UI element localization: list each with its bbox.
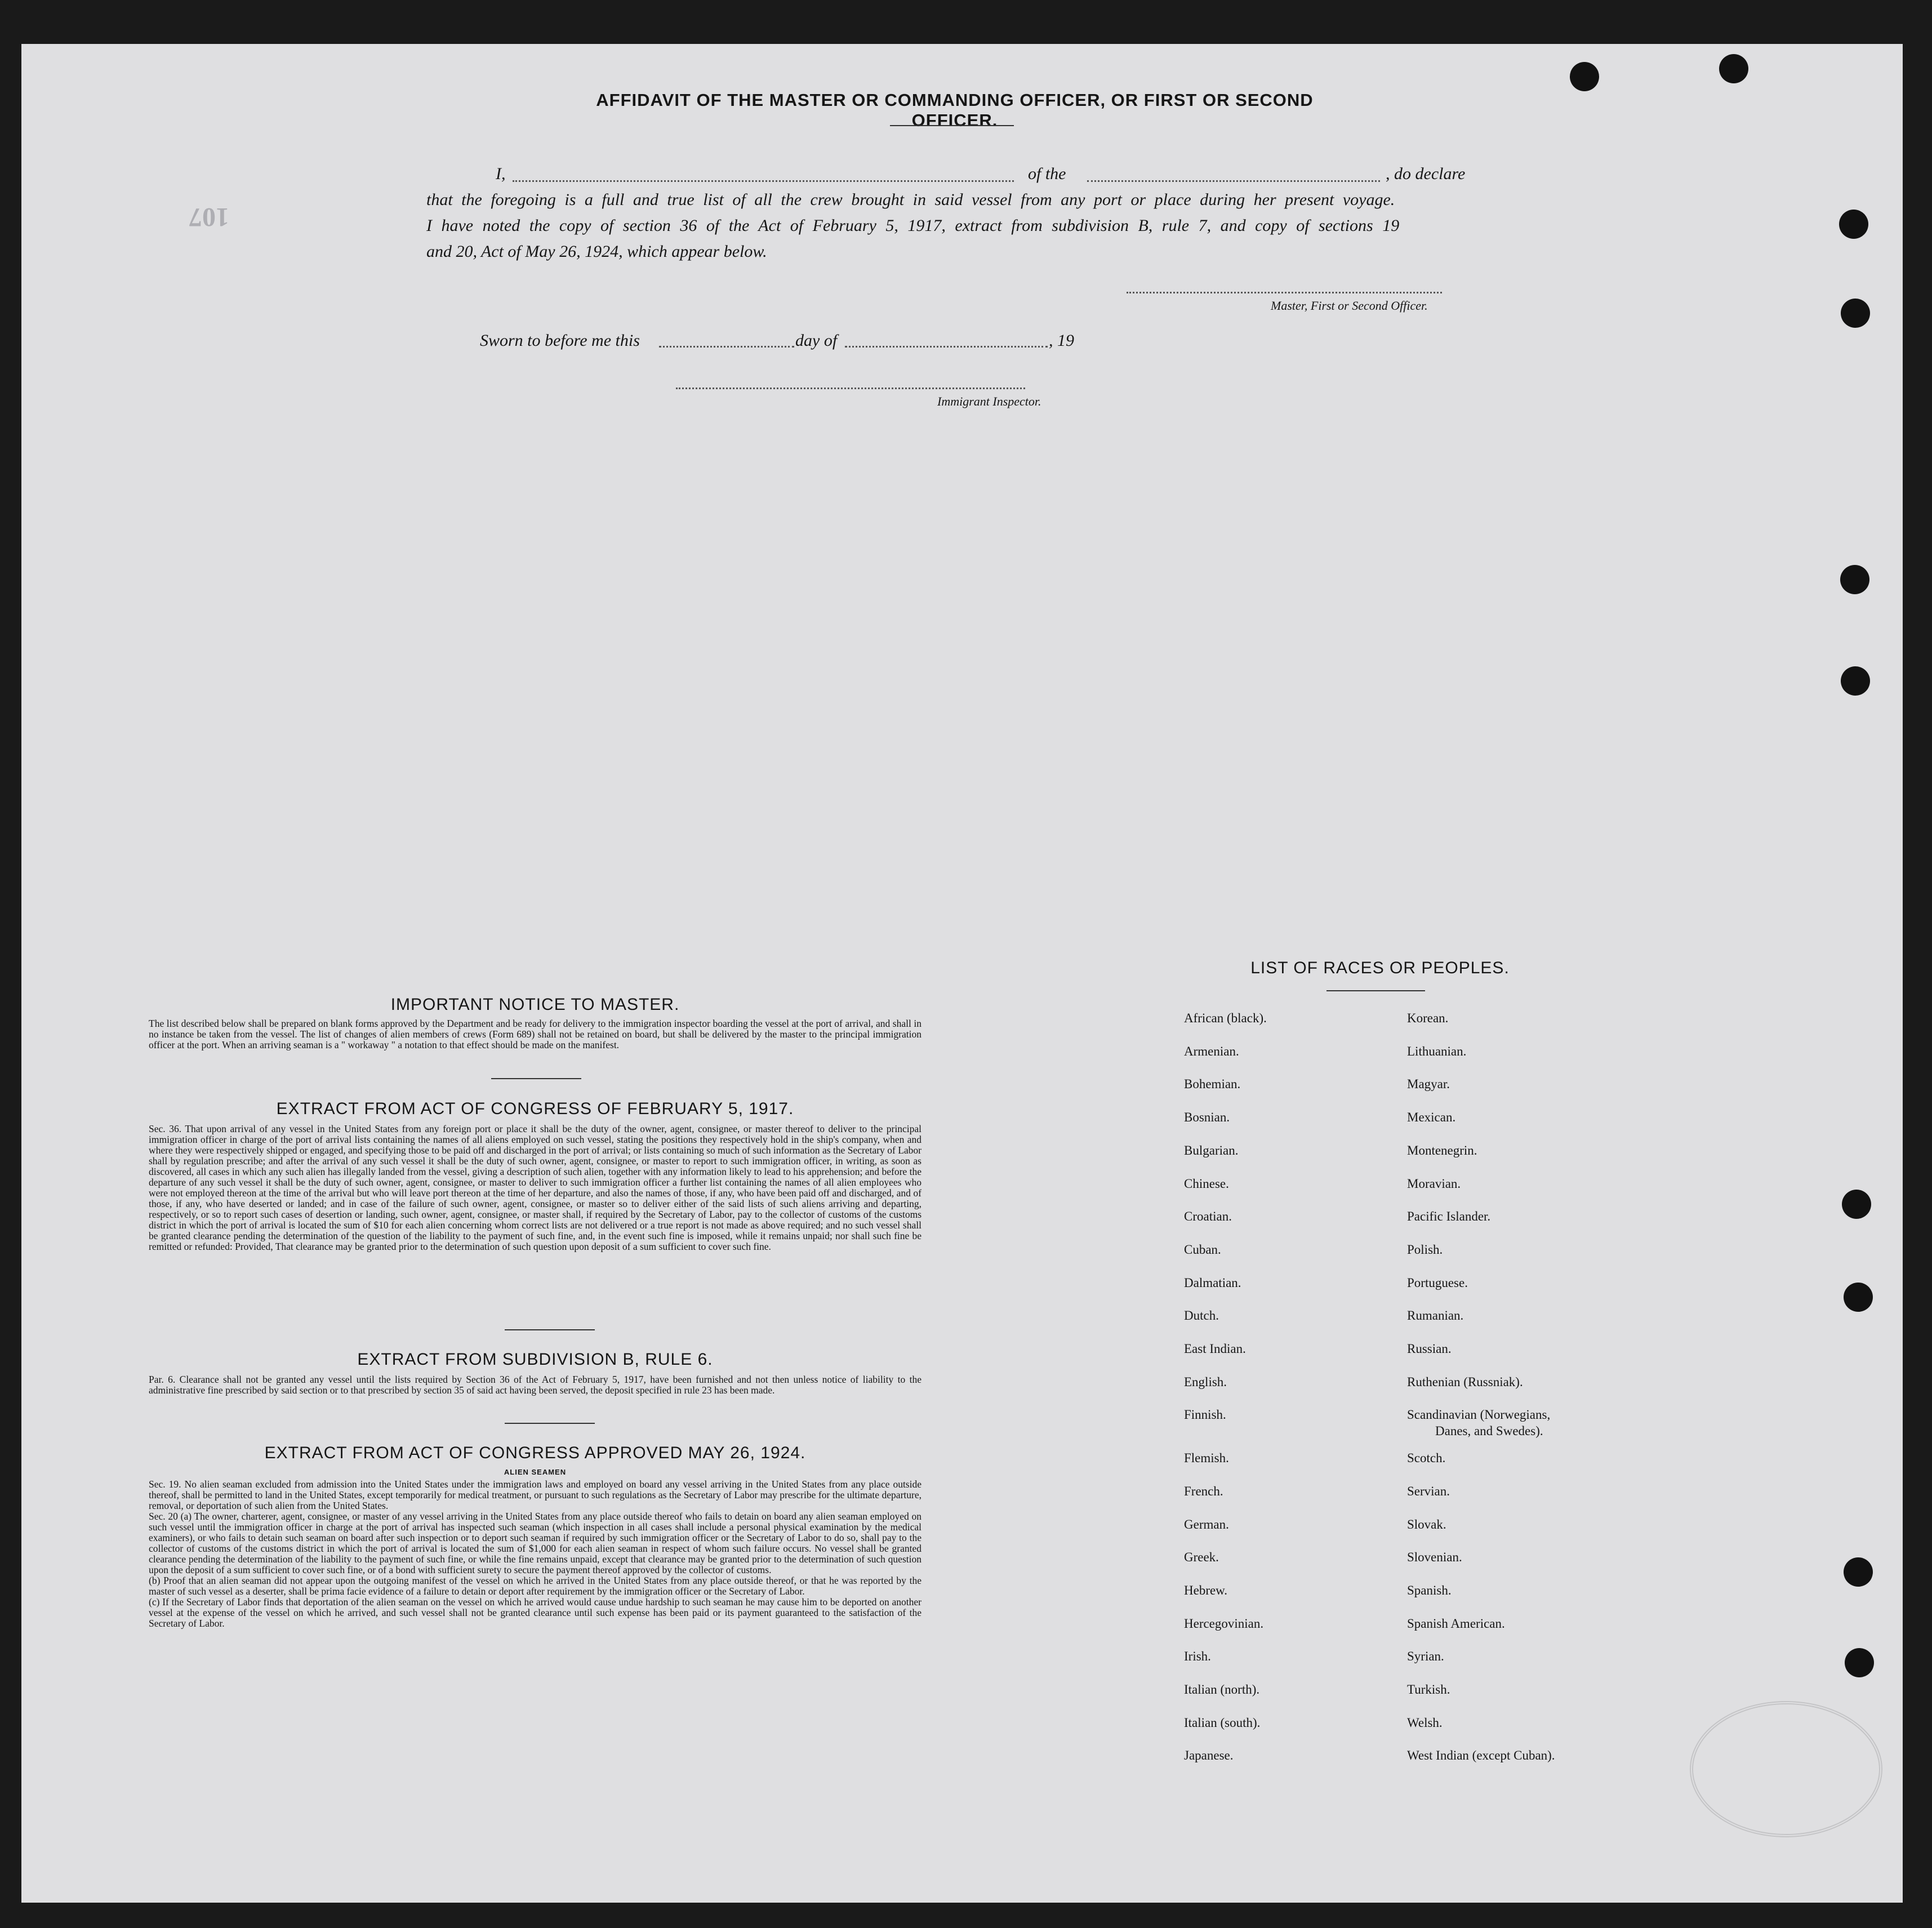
punch-hole [1844, 1283, 1873, 1312]
right-race-item: Syrian. [1407, 1649, 1444, 1663]
left-race-item: Dutch. [1184, 1308, 1219, 1323]
left-race-item: Bohemian. [1184, 1077, 1241, 1091]
affidavit-line-2: that the foregoing is a full and true list of all the crew brought in said vessel from any port or place during her present voyage. [426, 190, 1395, 209]
affidavit-of-the: of the [1028, 164, 1066, 183]
punch-hole [1845, 1648, 1874, 1677]
right-race-item: Scandinavian (Norwegians, [1407, 1408, 1551, 1422]
left-race-item: Armenian. [1184, 1044, 1239, 1058]
extract-rule6-title: EXTRACT FROM SUBDIVISION B, RULE 6. [357, 1350, 713, 1369]
master-label: Master, First or Second Officer. [1271, 299, 1428, 313]
punch-hole [1844, 1557, 1873, 1587]
punch-hole [1841, 299, 1870, 328]
punch-hole [1841, 666, 1870, 696]
right-race-item: Slovenian. [1407, 1550, 1462, 1564]
right-race-item: Scotch. [1407, 1451, 1446, 1465]
affidavit-line-4: and 20, Act of May 26, 1924, which appear below. [426, 242, 767, 261]
sec-20a-text: Sec. 20 (a) The owner, charterer, agent, consignee, or master of any vessel arriving in the United States from any place outside thereof who fails to detain on board any alien seaman employed on such vessel until the immigration officer in charge at the port of arrival has inspected such seaman (which inspection in all cases shall include a personal physical examination by the medical examiners), or who fails to detain such seaman on board after such inspection or to deport such seaman if required by such immigration officer or the Secretary of Labor to do so, shall pay to the collector of customs of the customs district in which the port of arrival is located the sum of $1,000 for each alien seaman in respect of whom such failure occurs. No vessel shall be granted clearance pending the determination of the liability to the payment of such fine, or while the fine remains unpaid, except that clearance may be granted prior to the determination of such question upon the deposit of a sum sufficient to cover such fine, or of a bond with sufficient surety to secure the payment thereof approved by the collector of customs. [149, 1511, 922, 1575]
sec-20b-text: (b) Proof that an alien seaman did not appear upon the outgoing manifest of the vessel on which he arrived in the United States from any place outside thereof, or that he was reported by the master of such vessel as a deserter, shall be prima facie evidence of a failure to detain or deport after requirement by the immigration officer or the Secretary of Labor. [149, 1575, 922, 1597]
races-title: LIST OF RACES OR PEOPLES. [1250, 959, 1510, 977]
left-race-item: Bosnian. [1184, 1110, 1230, 1124]
day-of-text: day of [795, 331, 838, 350]
left-race-item: French. [1184, 1484, 1223, 1498]
left-race-item: Bulgarian. [1184, 1143, 1239, 1157]
right-race-item: Russian. [1407, 1342, 1452, 1356]
affidavit-title: AFFIDAVIT OF THE MASTER OR COMMANDING OFFICER, OR FIRST OR SECOND OFFICER. [596, 90, 1314, 130]
right-race-item: Ruthenian (Russniak). [1407, 1375, 1523, 1389]
sworn-text: Sworn to before me this [480, 331, 640, 350]
punch-hole [1719, 54, 1748, 83]
right-race-item: Mexican. [1407, 1110, 1456, 1124]
left-race-item: Japanese. [1184, 1748, 1234, 1762]
faint-seal-stamp [1690, 1701, 1882, 1837]
left-race-item: Chinese. [1184, 1177, 1229, 1191]
left-race-item: Greek. [1184, 1550, 1219, 1564]
extract-1917-title: EXTRACT FROM ACT OF CONGRESS OF FEBRUARY 5, 1917. [276, 1099, 794, 1118]
extract-1917-body: Sec. 36. That upon arrival of any vessel in the United States from any foreign port or place it shall be the duty of the owner, agent, consignee, or master thereof to deliver to the principal immigration officer in charge of the port of arrival lists containing the names of all aliens employed on such vessel, stating the positions they respectively hold in the ship's company, when and where they were respectively shipped or engaged, and specifying those to be paid off and discharged in the port of arrival; or lists containing so much of such information as the Secretary of Labor shall by regulation prescribe; and after the arrival of any such vessel it shall be the duty of such owner, agent, consignee, or master to report to such immigration officer, in writing, as soon as discovered, all cases in which any such alien has illegally landed from the vessel, giving a description of such alien, together with any information likely to lead to his apprehension; and before the departure of any such vessel it shall be the duty of such owner, agent, consignee, or master to deliver to such immigration officer a further list containing the names of all alien employees who were not employed thereon at the time of the arrival but who will leave port thereon at the time of her departure, and also the names of those, if any, who have been paid off and discharged, and of those, if any, who have deserted or landed; and in case of the failure of such owner, agent, consignee, or master so to deliver either of the said lists of such aliens arriving and departing, respectively, or so to report such cases of desertion or landing, such owner, agent, consignee, or master shall, if required by the Secretary of Labor, pay to the collector of customs of the customs district in which the port of arrival is located the sum of $10 for each alien concerning whom correct lists are not delivered or a true report is not made as above required; and no such vessel shall be granted clearance pending the determination of the question of the liability to the payment of such fine, and, in the event such fine is imposed, while it remains unpaid; nor shall such fine be remitted or refunded: Provided, That clearance may be granted prior to the determination of such question upon deposit of a sum sufficient to cover such fine. [149, 1124, 922, 1252]
inspector-signature-line [676, 388, 1025, 389]
right-race-item: Moravian. [1407, 1177, 1461, 1191]
affidavit-line-3: I have noted the copy of section 36 of the Act of February 5, 1917, extract from subdivision B, rule 7, and copy of sections 19 [426, 216, 1400, 235]
master-signature-line [1127, 292, 1442, 293]
alien-seamen-subtitle: ALIEN SEAMEN [504, 1468, 567, 1476]
left-race-item: East Indian. [1184, 1342, 1246, 1356]
month-fill-line [845, 346, 1048, 348]
right-race-item: Welsh. [1407, 1716, 1443, 1730]
year-text: , 19 [1049, 331, 1074, 350]
right-race-item: Spanish American. [1407, 1617, 1505, 1631]
right-race-item: Lithuanian. [1407, 1044, 1467, 1058]
right-race-item: West Indian (except Cuban). [1407, 1748, 1555, 1762]
right-race-item: Turkish. [1407, 1682, 1450, 1697]
right-race-item: Rumanian. [1407, 1308, 1464, 1323]
left-race-item: Flemish. [1184, 1451, 1229, 1465]
notice-title: IMPORTANT NOTICE TO MASTER. [390, 995, 680, 1014]
scandinavian-continuation: Danes, and Swedes). [1435, 1424, 1543, 1438]
title-underline [890, 125, 1014, 126]
extract-1924-title: EXTRACT FROM ACT OF CONGRESS APPROVED MAY 26, 1924. [264, 1444, 806, 1462]
left-race-item: Italian (south). [1184, 1716, 1261, 1730]
left-race-item: Finnish. [1184, 1408, 1226, 1422]
faint-page-number: 107 [189, 202, 229, 232]
punch-hole [1842, 1190, 1871, 1219]
left-race-item: African (black). [1184, 1011, 1267, 1025]
right-race-item: Polish. [1407, 1243, 1443, 1257]
right-race-item: Korean. [1407, 1011, 1449, 1025]
right-race-item: Montenegrin. [1407, 1143, 1477, 1157]
extract-rule6-rule [505, 1423, 595, 1424]
extract-rule6-body: Par. 6. Clearance shall not be granted any vessel until the lists required by Section 36 of the Act of February 5, 1917, have been furnished and not then unless notice of liability to the administrative fine prescribed by said section or to that prescribed by section 35 of said act having been served, the deposit specified in rule 23 has been made. [149, 1374, 922, 1396]
day-fill-line [659, 346, 794, 348]
left-race-item: Dalmatian. [1184, 1276, 1241, 1290]
notice-body: The list described below shall be prepared on blank forms approved by the Department and be ready for delivery to the immigration inspector boarding the vessel at the port of arrival, and shall in no instance be taken from the vessel. The list of changes of alien members of crews (Form 689) shall not be retained on board, but shall be delivered by the master to the principal immigration officer at the port. When an arriving seaman is a " workaway " a notation to that effect should be made on the manifest. [149, 1018, 922, 1050]
extract-1917-rule [505, 1329, 595, 1330]
right-race-item: Magyar. [1407, 1077, 1450, 1091]
races-title-underline [1326, 990, 1425, 991]
right-race-item: Pacific Islander. [1407, 1209, 1491, 1223]
punch-hole [1840, 565, 1869, 594]
left-race-item: Irish. [1184, 1649, 1211, 1663]
affidavit-declare: , do declare [1386, 164, 1466, 183]
left-race-item: Italian (north). [1184, 1682, 1260, 1697]
left-race-item: Cuban. [1184, 1243, 1221, 1257]
right-race-item: Portuguese. [1407, 1276, 1468, 1290]
right-race-item: Slovak. [1407, 1517, 1446, 1531]
left-race-item: English. [1184, 1375, 1227, 1389]
sec-19-text: Sec. 19. No alien seaman excluded from admission into the United States under the immigration laws and employed on board any vessel arriving in the United States from any place outside thereof, shall be permitted to land in the United States, except temporarily for medical treatment, or pursuant to such regulations as the Secretary of Labor may prescribe for the ultimate departure, removal, or deportation of such alien from the United States. [149, 1479, 922, 1511]
vessel-fill-line [1087, 180, 1380, 182]
sec-20c-text: (c) If the Secretary of Labor finds that deportation of the alien seaman on the vessel on which he arrived would cause undue hardship to such seaman he may cause him to be deported on another vessel at the expense of the vessel on which he arrived, and such vessel shall not be granted clearance until such expense has been paid or its payment guaranteed to the satisfaction of the Secretary of Labor. [149, 1596, 922, 1629]
punch-hole [1570, 62, 1599, 91]
left-race-item: Hebrew. [1184, 1583, 1228, 1597]
affidavit-i: I, [496, 164, 506, 183]
name-fill-line [513, 180, 1014, 182]
inspector-label: Immigrant Inspector. [937, 394, 1041, 408]
left-race-item: Hercegovinian. [1184, 1617, 1264, 1631]
left-race-item: Croatian. [1184, 1209, 1232, 1223]
right-race-item: Spanish. [1407, 1583, 1452, 1597]
right-race-item: Servian. [1407, 1484, 1450, 1498]
left-race-item: German. [1184, 1517, 1229, 1531]
notice-rule [491, 1078, 581, 1079]
punch-hole [1839, 210, 1868, 239]
extract-1924-body [149, 1479, 922, 1704]
